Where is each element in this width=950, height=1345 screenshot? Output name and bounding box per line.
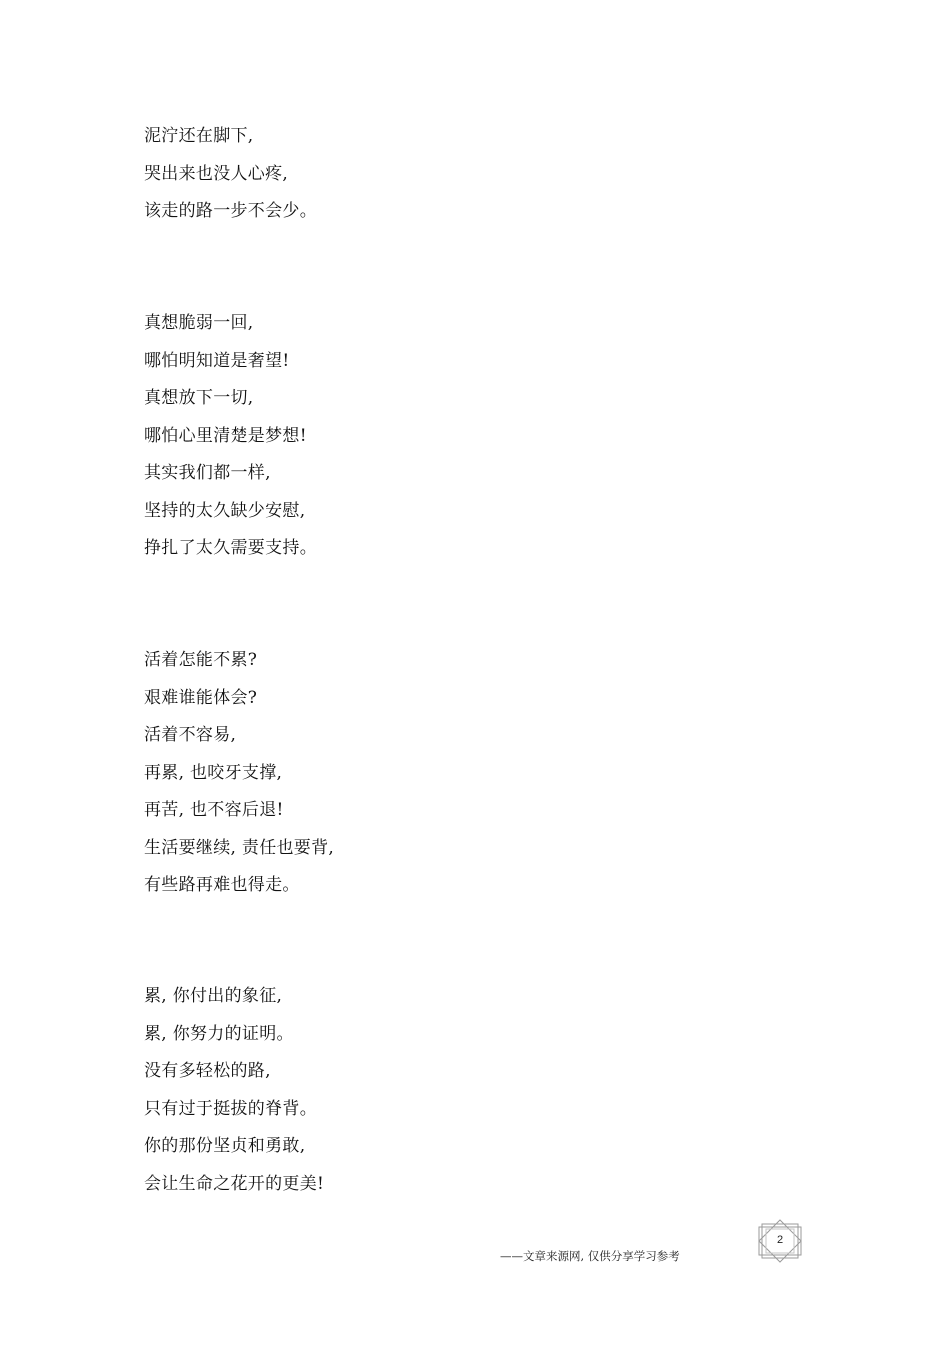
poem-line: 真想放下一切, [144,388,254,408]
poem-line: 哪怕心里清楚是梦想! [144,425,307,446]
poem-line: 艰难谁能体会? [144,687,258,708]
poem-line: 坚持的太久缺少安慰, [144,500,306,521]
stanza-3 [144,648,334,911]
page-number: 2 [776,1234,784,1246]
poem-line: 你的那份坚贞和勇敢, [144,1136,306,1156]
poem-line: 会让生命之花开的更美! [144,1173,325,1194]
poem-line: 有些路再难也得走。 [144,875,300,895]
poem-line: 再苦, 也不容后退! [144,800,284,820]
poem-line: 累, 你努力的证明。 [144,1023,294,1044]
page-number-badge [755,1219,805,1263]
poem-line: 泥泞还在脚下, [144,126,254,146]
poem-line: 生活要继续, 责任也要背, [144,837,335,858]
poem-line: 再累, 也咬牙支撑, [144,762,283,783]
stanza-4 [144,984,324,1209]
stanza-1 [144,124,317,237]
poem-line: 哪怕明知道是奢望! [144,350,290,371]
poem-line: 其实我们都一样, [144,463,271,483]
poem-line: 没有多轻松的路, [144,1061,271,1081]
source-note: ——文章来源网, 仅供分享学习参考 [500,1249,680,1263]
poem-line: 真想脆弱一回, [144,313,254,333]
poem-line: 挣扎了太久需要支持。 [144,538,317,558]
poem-line: 活着怎能不累? [144,650,258,670]
poem-line: 哭出来也没人心疼, [144,163,289,184]
poem-line: 该走的路一步不会少。 [144,201,317,221]
poem-line: 只有过于挺拔的脊背。 [144,1098,317,1119]
poem-line: 活着不容易, [144,725,237,745]
poem-line: 累, 你付出的象征, [144,986,283,1006]
stanza-2 [144,311,317,574]
